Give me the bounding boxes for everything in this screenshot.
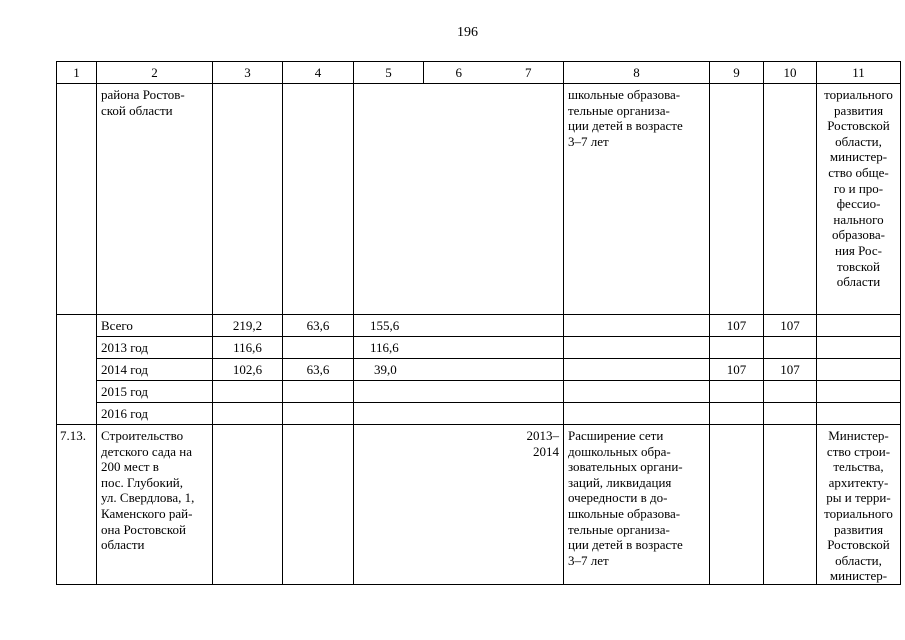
totals-value: 116,6 xyxy=(213,337,283,359)
header-row xyxy=(57,62,901,84)
header-cell: 8 xyxy=(564,62,710,84)
item-description: Строительство детского сада на 200 мест в пос. Глубокий, ул. Свердлова, 1, Каменского рай- она Ростовской области xyxy=(97,425,213,585)
item-result: Расширение сети дошкольных обра- зовательных органи- заций, ликвидация очередности в до- школьные образова- тельные организа- ции детей в возрасте 3–7 лет xyxy=(564,425,710,585)
totals-value: 63,6 xyxy=(283,359,354,381)
item-period: 2013– 2014 xyxy=(354,425,564,585)
header-cell-6-7 xyxy=(424,62,564,84)
totals-value xyxy=(283,337,354,359)
totals-value: 102,6 xyxy=(213,359,283,381)
totals-value: 107 xyxy=(710,315,764,337)
totals-label: 2014 год xyxy=(97,359,213,381)
continuation-row xyxy=(57,84,901,315)
item-number: 7.13. xyxy=(57,425,97,585)
continuation-responsible: ториального развития Ростовской области, министер- ство обще- го и про- фессио- нального образова- ния Рос- товской области xyxy=(817,84,901,315)
totals-row xyxy=(57,359,901,381)
header-cell: 11 xyxy=(817,62,901,84)
page-number: 196 xyxy=(457,25,478,40)
continuation-result: школьные образова- тельные организа- ции детей в возрасте 3–7 лет xyxy=(564,84,710,315)
header-cell: 2 xyxy=(97,62,213,84)
totals-label: 2016 год xyxy=(97,403,213,425)
totals-value: 116,6 xyxy=(354,337,564,359)
totals-value: 107 xyxy=(710,359,764,381)
header-cell: 10 xyxy=(764,62,817,84)
header-cell: 7 xyxy=(525,64,532,80)
totals-label: 2015 год xyxy=(97,381,213,403)
totals-label: Всего xyxy=(97,315,213,337)
totals-value: 107 xyxy=(764,315,817,337)
totals-value: 107 xyxy=(764,359,817,381)
totals-row xyxy=(57,403,901,425)
totals-value xyxy=(710,337,764,359)
item-responsible: Министер- ство строи- тельства, архитекту- ры и терри- ториального развития Ростовской области, министер- xyxy=(817,425,901,585)
continuation-description: района Ростов- ской области xyxy=(97,84,213,315)
totals-value: 63,6 xyxy=(283,315,354,337)
totals-row xyxy=(57,337,901,359)
totals-value: 39,0 xyxy=(354,359,564,381)
program-table xyxy=(56,61,901,585)
header-cell: 5 xyxy=(354,62,424,84)
totals-label: 2013 год xyxy=(97,337,213,359)
totals-value: 155,6 xyxy=(354,315,564,337)
header-cell: 3 xyxy=(213,62,283,84)
item-row xyxy=(57,425,901,585)
totals-row xyxy=(57,381,901,403)
header-cell: 9 xyxy=(710,62,764,84)
totals-value: 219,2 xyxy=(213,315,283,337)
totals-value xyxy=(764,337,817,359)
totals-row xyxy=(57,315,901,337)
header-cell: 1 xyxy=(57,62,97,84)
header-cell: 6 xyxy=(455,64,462,80)
header-cell: 4 xyxy=(283,62,354,84)
